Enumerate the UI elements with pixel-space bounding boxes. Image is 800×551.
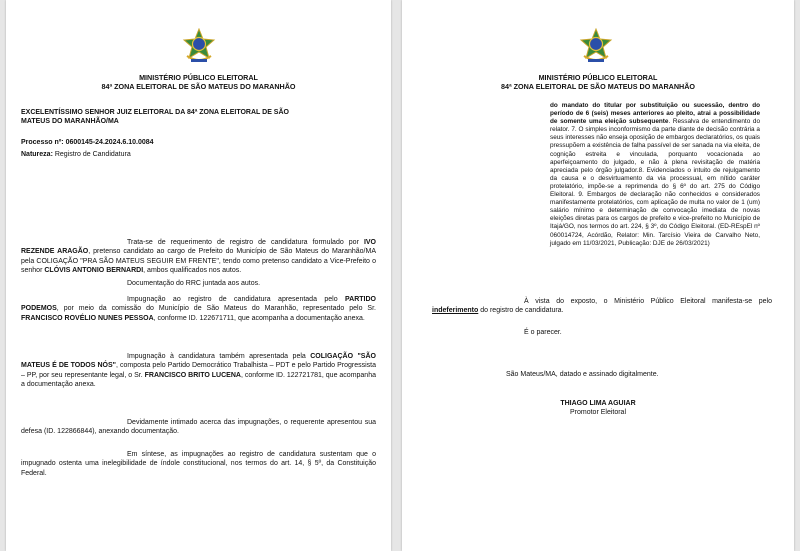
- p1-text-c: , pretenso candidato ao cargo de Prefeito do Município de São Mateus do Maranhão/MA pela COLIGAÇÃO "PRA SÃO MATEUS SEGUIR EM FRENTE", tendo como pretenso candidato a Vice-Prefeito o senhor: [21, 248, 376, 274]
- signer-title: Promotor Eleitoral: [569, 409, 627, 416]
- coalition-name: COLIGAÇÃO "SÃO MATEUS É DE TODOS NÓS": [21, 353, 376, 370]
- paragraph-5: Devidamente intimado acerca das impugnações, o requerente apresentou sua defesa (ID. 122866844), anexando documentação.: [21, 419, 376, 436]
- natureza-label: Natureza:: [21, 151, 53, 158]
- party-podemos: PARTIDO PODEMOS: [21, 296, 376, 313]
- paragraph-3: [21, 295, 376, 323]
- representative-name-2: FRANCISCO BRITO LUCENA: [144, 371, 241, 379]
- natureza-value: Registro de Candidatura: [52, 151, 131, 158]
- p4-text-c: , composta pelo Partido Democrático Trabalhista – PDT e pelo Partido Progressista – PP, por seu representante legal, o Sr.: [21, 362, 377, 379]
- header-subtitle: 84ª ZONA ELEITORAL DE SÃO MATEUS DO MARANHÃO: [101, 82, 296, 91]
- addressee-line-1: EXCELENTÍSSIMO SENHOR JUIZ ELEITORAL DA 84ª ZONA ELEITORAL DE SÃO: [21, 109, 289, 116]
- conclusion-paragraph: [432, 297, 772, 316]
- conclusion-text-a: À vista do exposto, o Ministério Público Eleitoral manifesta-se pelo: [524, 298, 772, 305]
- brazil-coat-of-arms-icon: [579, 28, 613, 64]
- natureza-line: [21, 150, 131, 159]
- jurisprudence-quote: [550, 102, 760, 248]
- conclusion-text-c: do registro de candidatura.: [478, 307, 564, 315]
- place-date: São Mateus/MA, datado e assinado digitalmente.: [506, 371, 659, 378]
- document-page-1: [6, 0, 391, 551]
- paragraph-1: [21, 238, 376, 275]
- paragraph-6: Em síntese, as impugnações ao registro de candidatura sustentam que o impugnado ostenta uma inelegibilidade de índole constitucional, nos termos do art. 14, § 5º, da Constituição Federal.: [21, 451, 376, 477]
- p3-text-c: , por meio da comissão do Município de São Mateus do Maranhão, representado pelo Sr.: [56, 305, 376, 313]
- p3-text-a: Impugnação ao registro de candidatura apresentada pelo: [127, 296, 346, 303]
- vice-candidate-name: CLÓVIS ANTONIO BERNARDI: [44, 266, 144, 274]
- document-page-2: [402, 0, 794, 551]
- processo-number: Processo nº: 0600145-24.2024.6.10.0084: [21, 139, 154, 146]
- header-title: MINISTÉRIO PÚBLICO ELEITORAL: [538, 73, 658, 82]
- brazil-coat-of-arms-icon: [182, 28, 216, 64]
- quote-rest-text: . Ressalva de entendimento do relator. 7. O simples inconformismo da parte diante de decisão contrária a seus interesses não enseja oposição de embargos declaratórios, os quais pressupõem a existência de falha passível de ser sanada na via eleita, de cognição estreita e vinculada, porquanto vocacionada ao aperfeiçoamento do julgado, e não à plena revisitação de matéria apreciada pelo órgão julgador.8. Evidenciados o intuito de rejulgamento da causa e o desvirtuamento da via processual, em nítido caráter protelatório, impõe-se a reprimenda do § 6º do art. 275 do Código Eleitoral. 9. Embargos de declaração não conhecidos e considerados manifestamente protelatórios, com aplicação de multa no valor de 1 (um) salário mínimo e determinação de convocação imediata de novas eleições diretas para os cargos de prefeito e vice-prefeito no Município de Itajá/GO, nos termos do art. 224, § 3º, do Código Eleitoral. (ED-REspEl nº 060014724, Acórdão, Relator: Min. Tarcísio Vieira de Carvalho Neto, julgado em 11/03/2021, Publicação: DJE de 26/03/2021): [550, 118, 760, 247]
- p1-text-e: , ambos qualificados nos autos.: [143, 266, 242, 274]
- parecer-line: É o parecer.: [524, 329, 562, 336]
- candidate-name: IVO REZENDE ARAGÃO: [21, 239, 376, 256]
- paragraph-4: [21, 352, 376, 389]
- representative-name-1: FRANCISCO ROVÉLIO NUNES PESSOA: [21, 314, 154, 322]
- p3-text-e: , conforme ID. 122671711, que acompanha a documentação anexa.: [153, 314, 365, 322]
- quote-bold-text: do mandato do titular por substituição ou sucessão, dentro do período de 6 (seis) meses anteriores ao pleito, atrai a possibilidade de somente uma eleição subsequente: [550, 102, 760, 126]
- p4-text-e: , conforme ID. 122721781, que acompanha a documentação anexa.: [21, 371, 376, 388]
- header-title: MINISTÉRIO PÚBLICO ELEITORAL: [139, 73, 258, 82]
- signer-name: THIAGO LIMA AGUIAR: [560, 400, 636, 407]
- p1-text-a: Trata-se de requerimento de registro de candidatura formulado por: [127, 239, 364, 246]
- paragraph-2: Documentação do RRC juntada aos autos.: [127, 280, 261, 287]
- p4-text-a: Impugnação à candidatura também apresentada pela: [127, 353, 311, 360]
- addressee-line-2: MATEUS DO MARANHÃO/MA: [21, 118, 119, 125]
- indeferimento-term: indeferimento: [432, 307, 479, 315]
- header-subtitle: 84ª ZONA ELEITORAL DE SÃO MATEUS DO MARANHÃO: [500, 82, 696, 91]
